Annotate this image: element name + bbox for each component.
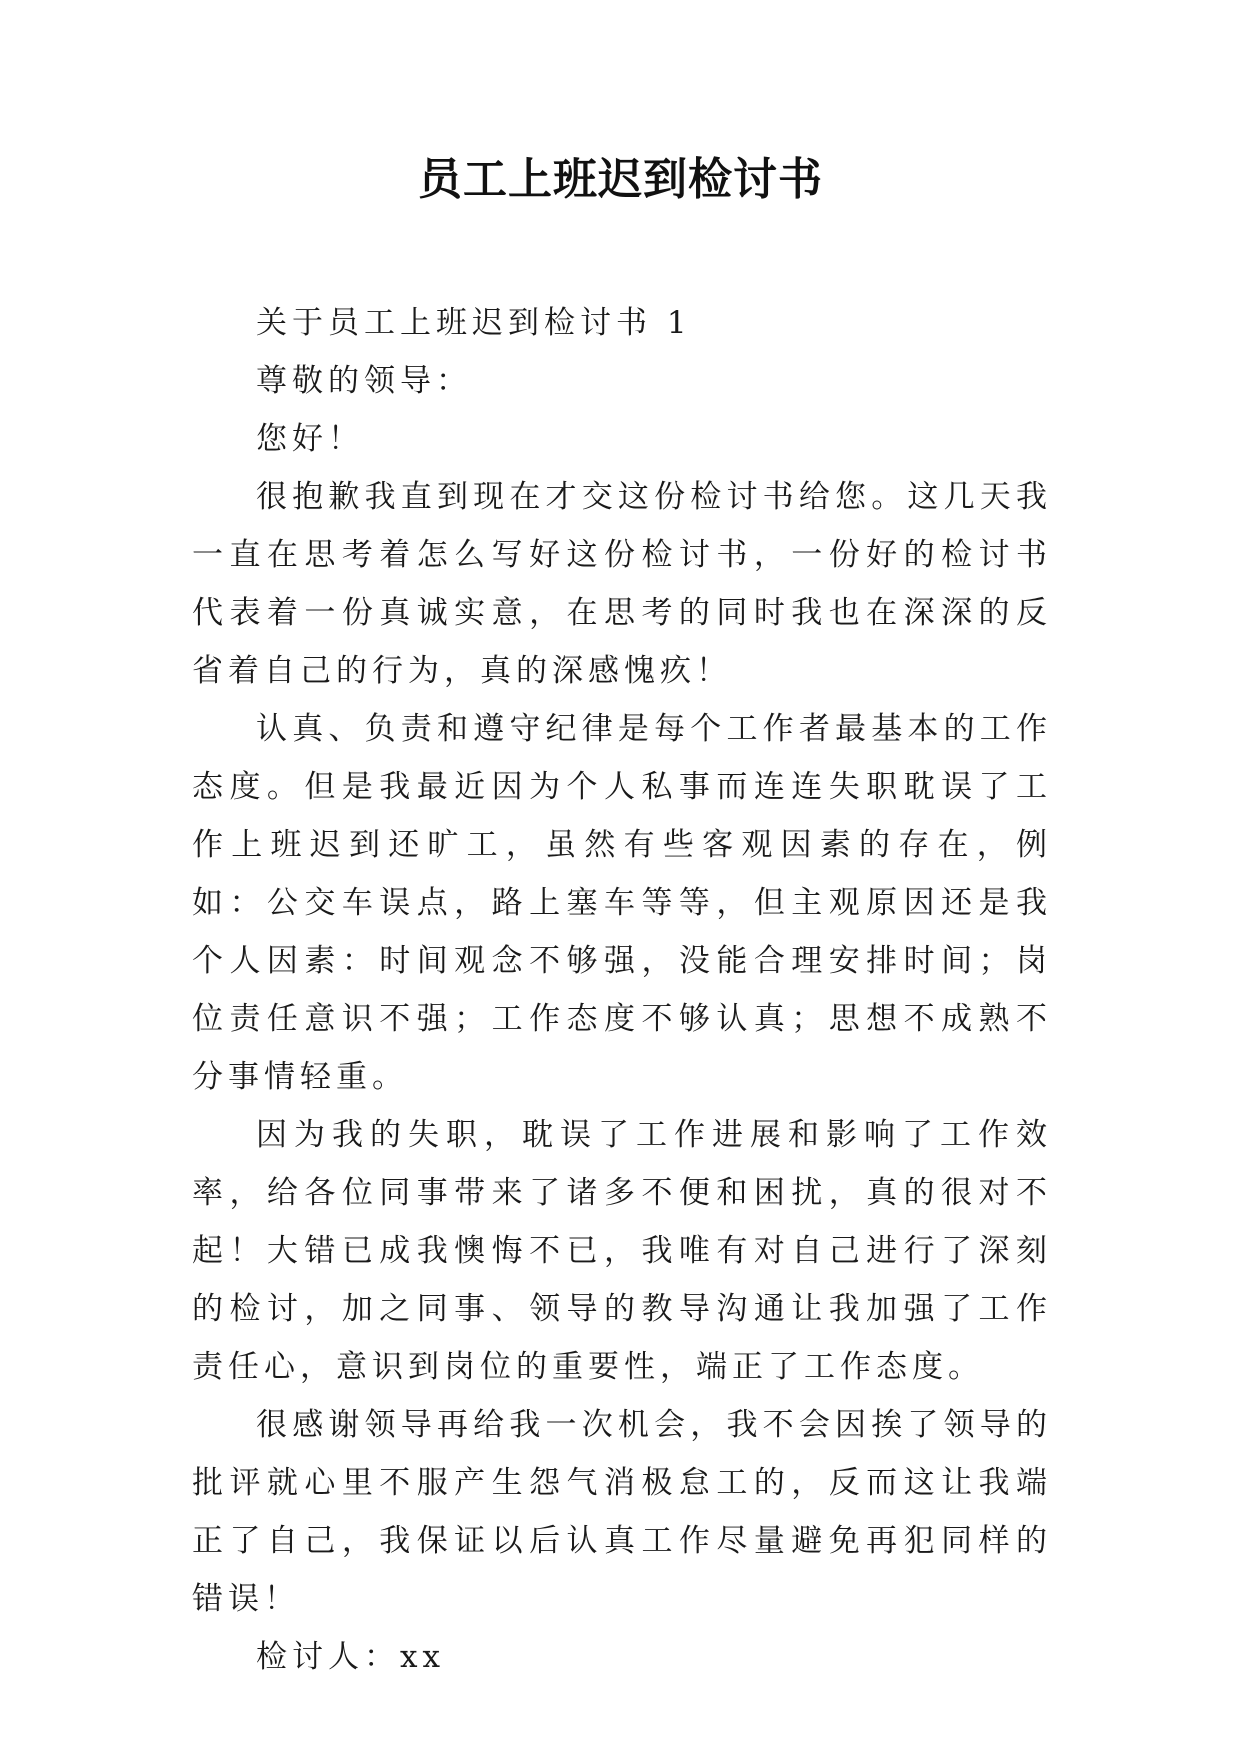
paragraph-reasons: 认真、负责和遵守纪律是每个工作者最基本的工作态度。但是我最近因为个人私事而连连失职耽误了工作上班迟到还旷工，虽然有些客观因素的存在，例如：公交车误点，路上塞车等等，但主观原因还是我个人因素：时间观念不够强，没能合理安排时间；岗位责任意识不强；工作态度不够认真；思想不成熟不分事情轻重。 <box>192 711 1052 1095</box>
paragraph-promise: 很感谢领导再给我一次机会，我不会因挨了领导的批评就心里不服产生怨气消极怠工的，反而这让我端正了自己，我保证以后认真工作尽量避免再犯同样的错误！ <box>192 1407 1052 1617</box>
signature-line: 检讨人：xx <box>256 1639 445 1675</box>
greeting: 您好！ <box>256 421 364 457</box>
paragraph-apology: 很抱歉我直到现在才交这份检讨书给您。这几天我一直在思考着怎么写好这份检讨书，一份好的检讨书代表着一份真诚实意，在思考的同时我也在深深的反省着自己的行为，真的深感愧疚！ <box>192 479 1052 689</box>
document-title: 员工上班迟到检讨书 <box>418 154 823 205</box>
document-body <box>192 294 1052 1686</box>
subtitle-line: 关于员工上班迟到检讨书 1 <box>256 305 692 341</box>
paragraph-consequences: 因为我的失职，耽误了工作进展和影响了工作效率，给各位同事带来了诸多不便和困扰，真的很对不起！大错已成我懊悔不已，我唯有对自己进行了深刻的检讨，加之同事、领导的教导沟通让我加强了工作责任心，意识到岗位的重要性，端正了工作态度。 <box>192 1117 1052 1385</box>
salutation: 尊敬的领导： <box>256 363 472 399</box>
